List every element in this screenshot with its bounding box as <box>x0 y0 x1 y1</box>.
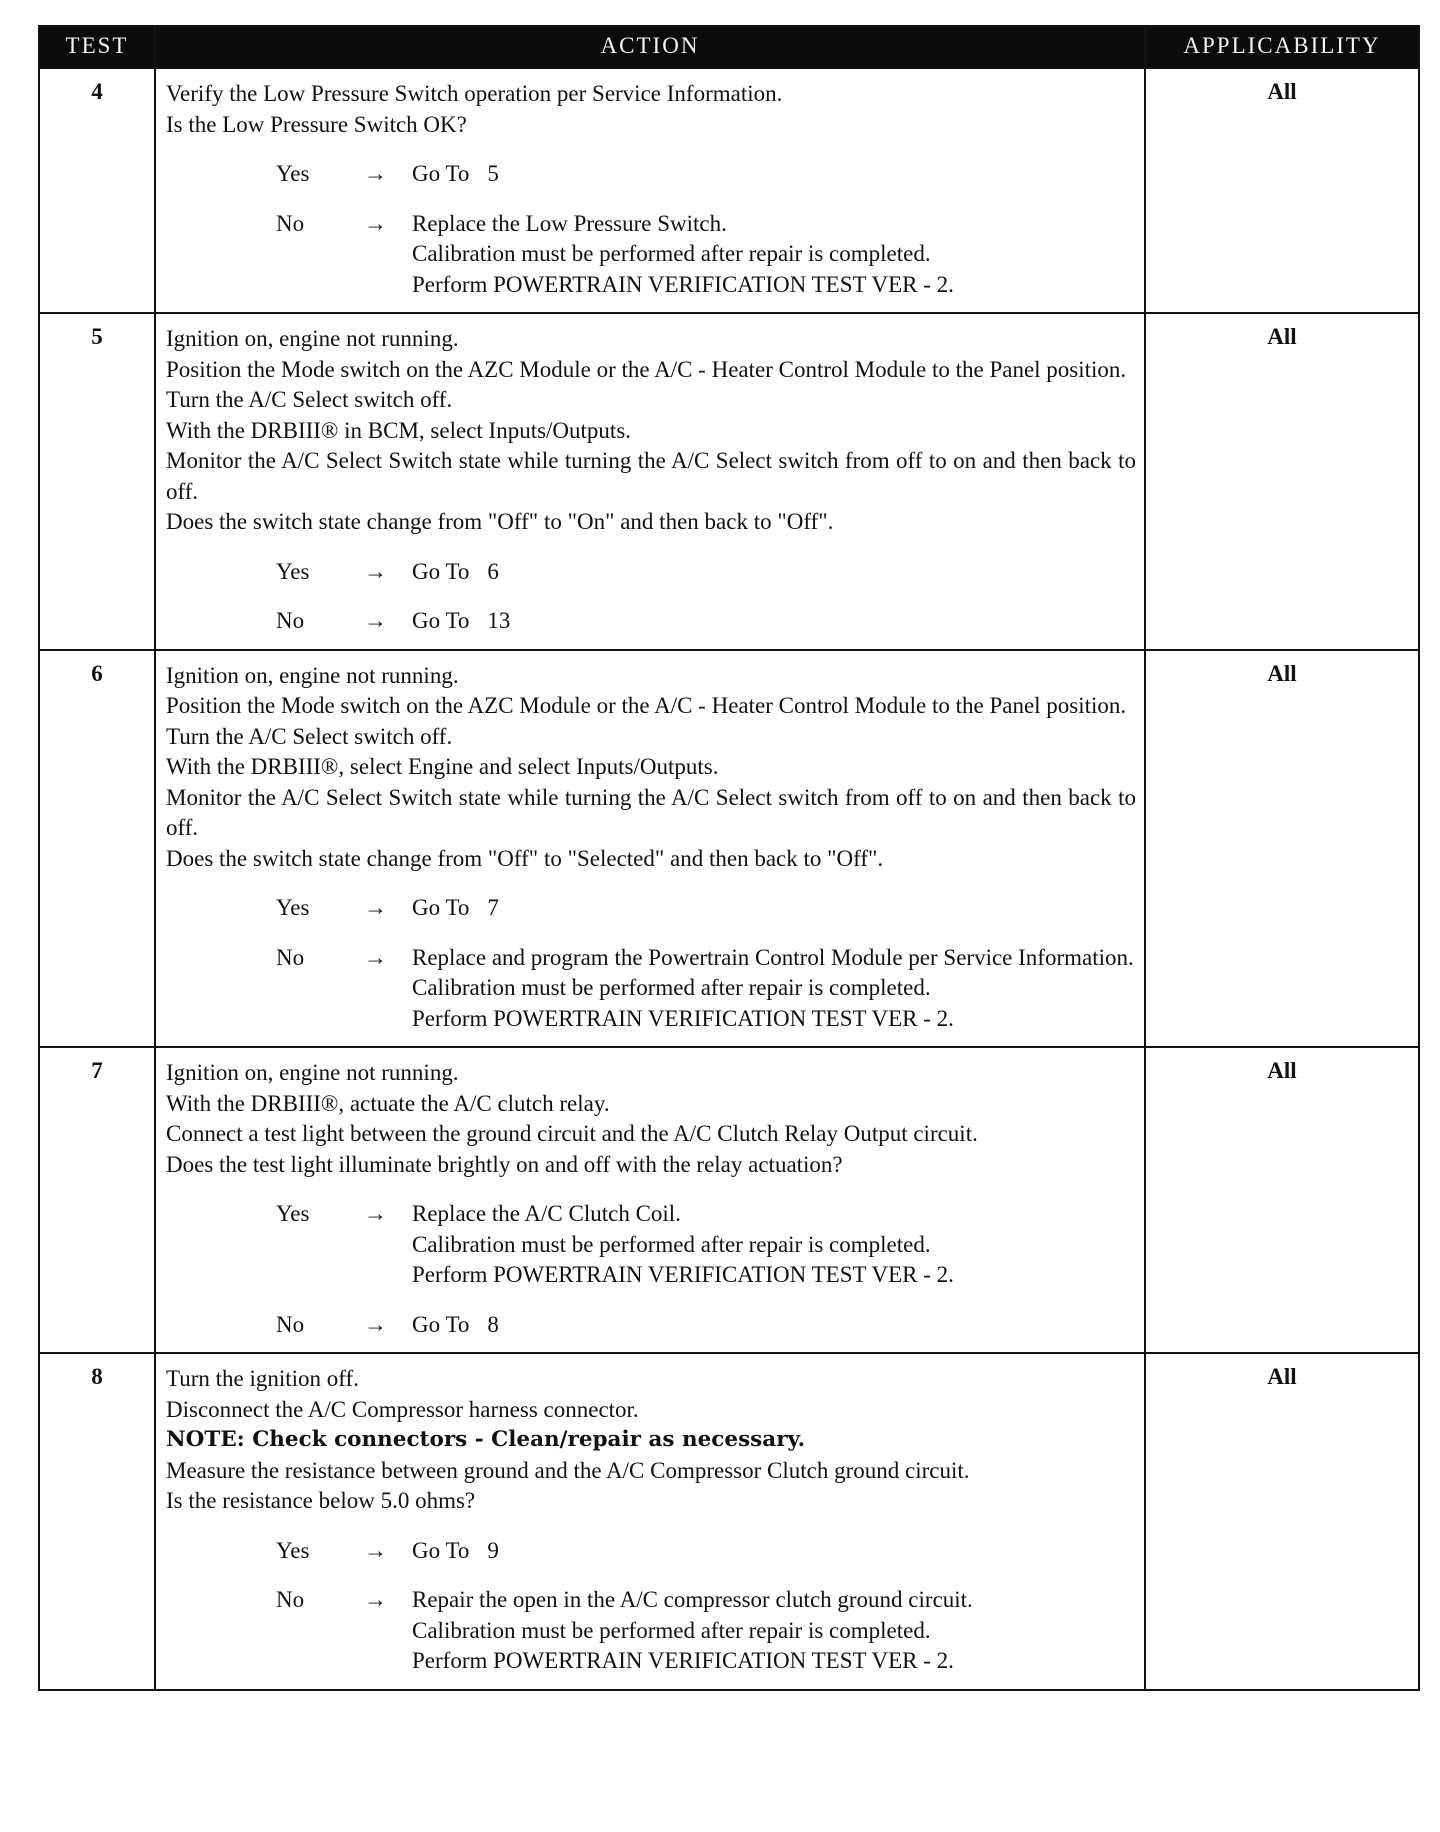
applicability-value: All <box>1145 1047 1419 1353</box>
header-applicability: APPLICABILITY <box>1145 26 1419 68</box>
action-line: Position the Mode switch on the AZC Module or the A/C - Heater Control Module to the Panel position. <box>166 693 1127 718</box>
action-line: Turn the A/C Select switch off. <box>166 387 453 412</box>
header-action: ACTION <box>155 26 1145 68</box>
action-line: Is the Low Pressure Switch OK? <box>166 111 467 137</box>
table-header-row <box>39 26 1419 68</box>
applicability-value: All <box>1145 1353 1419 1690</box>
result-line: Perform POWERTRAIN VERIFICATION TEST VER - 2. <box>412 1005 954 1031</box>
yes-label: Yes <box>276 161 310 186</box>
yes-result <box>412 1199 1136 1291</box>
action-line: Verify the Low Pressure Switch operation per Service Information. <box>166 81 783 106</box>
goto-text: Go To <box>412 558 470 584</box>
goto-step-number: 6 <box>487 558 499 584</box>
goto-text: Go To <box>412 1537 470 1563</box>
result-line: Perform POWERTRAIN VERIFICATION TEST VER - 2. <box>412 1648 954 1673</box>
right-arrow-icon: → <box>364 1537 387 1563</box>
table-row <box>39 68 1419 313</box>
no-result <box>412 1310 1136 1341</box>
goto-step-number: 5 <box>487 161 499 186</box>
action-line: NOTE: Check connectors - Clean/repair as necessary. <box>166 1427 806 1452</box>
goto-step-number: 7 <box>487 895 499 920</box>
result-line: Perform POWERTRAIN VERIFICATION TEST VER - 2. <box>412 1262 954 1287</box>
result-line: Replace the Low Pressure Switch. <box>412 210 727 236</box>
goto-text: Go To <box>412 895 470 920</box>
test-number: 6 <box>39 650 155 1048</box>
action-line: Does the test light illuminate brightly on and off with the relay actuation? <box>166 1151 843 1177</box>
no-label: No <box>276 210 305 236</box>
no-branch <box>166 1585 1136 1677</box>
no-branch <box>166 209 1136 301</box>
right-arrow-icon: → <box>364 608 387 633</box>
yes-label: Yes <box>276 558 310 584</box>
right-arrow-icon: → <box>364 558 387 584</box>
result-line: Repair the open in the A/C compressor clutch ground circuit. <box>412 1587 973 1612</box>
action-cell <box>155 68 1145 313</box>
result-line: Calibration must be performed after repair is completed. <box>412 1231 931 1257</box>
yes-result <box>412 893 1136 924</box>
test-number: 5 <box>39 313 155 650</box>
table-row <box>39 1353 1419 1690</box>
action-line: Disconnect the A/C Compressor harness connector. <box>166 1396 639 1422</box>
table-row <box>39 650 1419 1048</box>
applicability-value: All <box>1145 313 1419 650</box>
table-row <box>39 1047 1419 1353</box>
yes-branch <box>166 893 1136 924</box>
no-result <box>412 606 1136 637</box>
no-result <box>412 943 1136 1035</box>
test-number: 7 <box>39 1047 155 1353</box>
applicability-value: All <box>1145 650 1419 1048</box>
right-arrow-icon: → <box>364 161 387 186</box>
no-label: No <box>276 944 305 970</box>
action-line: Position the Mode switch on the AZC Module or the A/C - Heater Control Module to the Panel position. <box>166 356 1127 382</box>
goto-text: Go To <box>412 161 470 186</box>
yes-result <box>412 557 1136 588</box>
yes-label: Yes <box>276 1201 310 1226</box>
right-arrow-icon: → <box>364 1587 387 1612</box>
no-branch <box>166 1310 1136 1341</box>
action-cell <box>155 1047 1145 1353</box>
action-line: Ignition on, engine not running. <box>166 1060 459 1085</box>
action-line: With the DRBIII® in BCM, select Inputs/Outputs. <box>166 417 632 443</box>
yes-branch <box>166 1536 1136 1567</box>
action-line: Turn the A/C Select switch off. <box>166 723 453 749</box>
action-cell <box>155 1353 1145 1690</box>
no-label: No <box>276 1311 305 1337</box>
action-line: Ignition on, engine not running. <box>166 326 459 351</box>
no-result <box>412 1585 1136 1677</box>
right-arrow-icon: → <box>364 210 387 236</box>
goto-step-number: 13 <box>487 608 511 633</box>
header-test: TEST <box>39 26 155 68</box>
right-arrow-icon: → <box>364 1311 387 1337</box>
result-line: Replace and program the Powertrain Control Module per Service Information. <box>412 944 1134 970</box>
goto-text: Go To <box>412 608 470 633</box>
action-line: Does the switch state change from "Off" to "On" and then back to "Off". <box>166 509 834 534</box>
action-line: With the DRBIII®, actuate the A/C clutch relay. <box>166 1090 610 1116</box>
result-line: Perform POWERTRAIN VERIFICATION TEST VER - 2. <box>412 271 954 297</box>
no-label: No <box>276 1587 305 1612</box>
result-line: Replace the A/C Clutch Coil. <box>412 1201 681 1226</box>
yes-branch <box>166 1199 1136 1291</box>
right-arrow-icon: → <box>364 895 387 920</box>
goto-step-number: 8 <box>487 1311 499 1337</box>
yes-result <box>412 1536 1136 1567</box>
right-arrow-icon: → <box>364 944 387 970</box>
test-number: 8 <box>39 1353 155 1690</box>
action-line: Measure the resistance between ground and the A/C Compressor Clutch ground circuit. <box>166 1457 970 1483</box>
applicability-value: All <box>1145 68 1419 313</box>
no-label: No <box>276 608 305 633</box>
action-line: Turn the ignition off. <box>166 1366 359 1391</box>
yes-branch <box>166 557 1136 588</box>
action-line: Is the resistance below 5.0 ohms? <box>166 1488 476 1513</box>
right-arrow-icon: → <box>364 1201 387 1226</box>
action-line: Monitor the A/C Select Switch state while turning the A/C Select switch from off to on and then back to off. <box>166 784 1136 840</box>
diagnostic-test-table <box>38 25 1420 1691</box>
yes-result <box>412 159 1136 190</box>
yes-label: Yes <box>276 1537 310 1563</box>
action-line: Monitor the A/C Select Switch state while turning the A/C Select switch from off to on and then back to off. <box>166 448 1136 504</box>
yes-label: Yes <box>276 895 310 920</box>
no-branch <box>166 606 1136 637</box>
table-row <box>39 313 1419 650</box>
no-branch <box>166 943 1136 1035</box>
goto-step-number: 9 <box>487 1537 499 1563</box>
yes-branch <box>166 159 1136 190</box>
action-line: Ignition on, engine not running. <box>166 662 459 688</box>
test-number: 4 <box>39 68 155 313</box>
goto-text: Go To <box>412 1311 470 1337</box>
result-line: Calibration must be performed after repair is completed. <box>412 975 931 1000</box>
action-line: Does the switch state change from "Off" to "Selected" and then back to "Off". <box>166 845 884 871</box>
action-cell <box>155 313 1145 650</box>
action-line: Connect a test light between the ground circuit and the A/C Clutch Relay Output circuit. <box>166 1121 978 1146</box>
result-line: Calibration must be performed after repair is completed. <box>412 241 931 266</box>
action-line: With the DRBIII®, select Engine and select Inputs/Outputs. <box>166 754 719 779</box>
action-cell <box>155 650 1145 1048</box>
result-line: Calibration must be performed after repair is completed. <box>412 1617 931 1643</box>
no-result <box>412 209 1136 301</box>
